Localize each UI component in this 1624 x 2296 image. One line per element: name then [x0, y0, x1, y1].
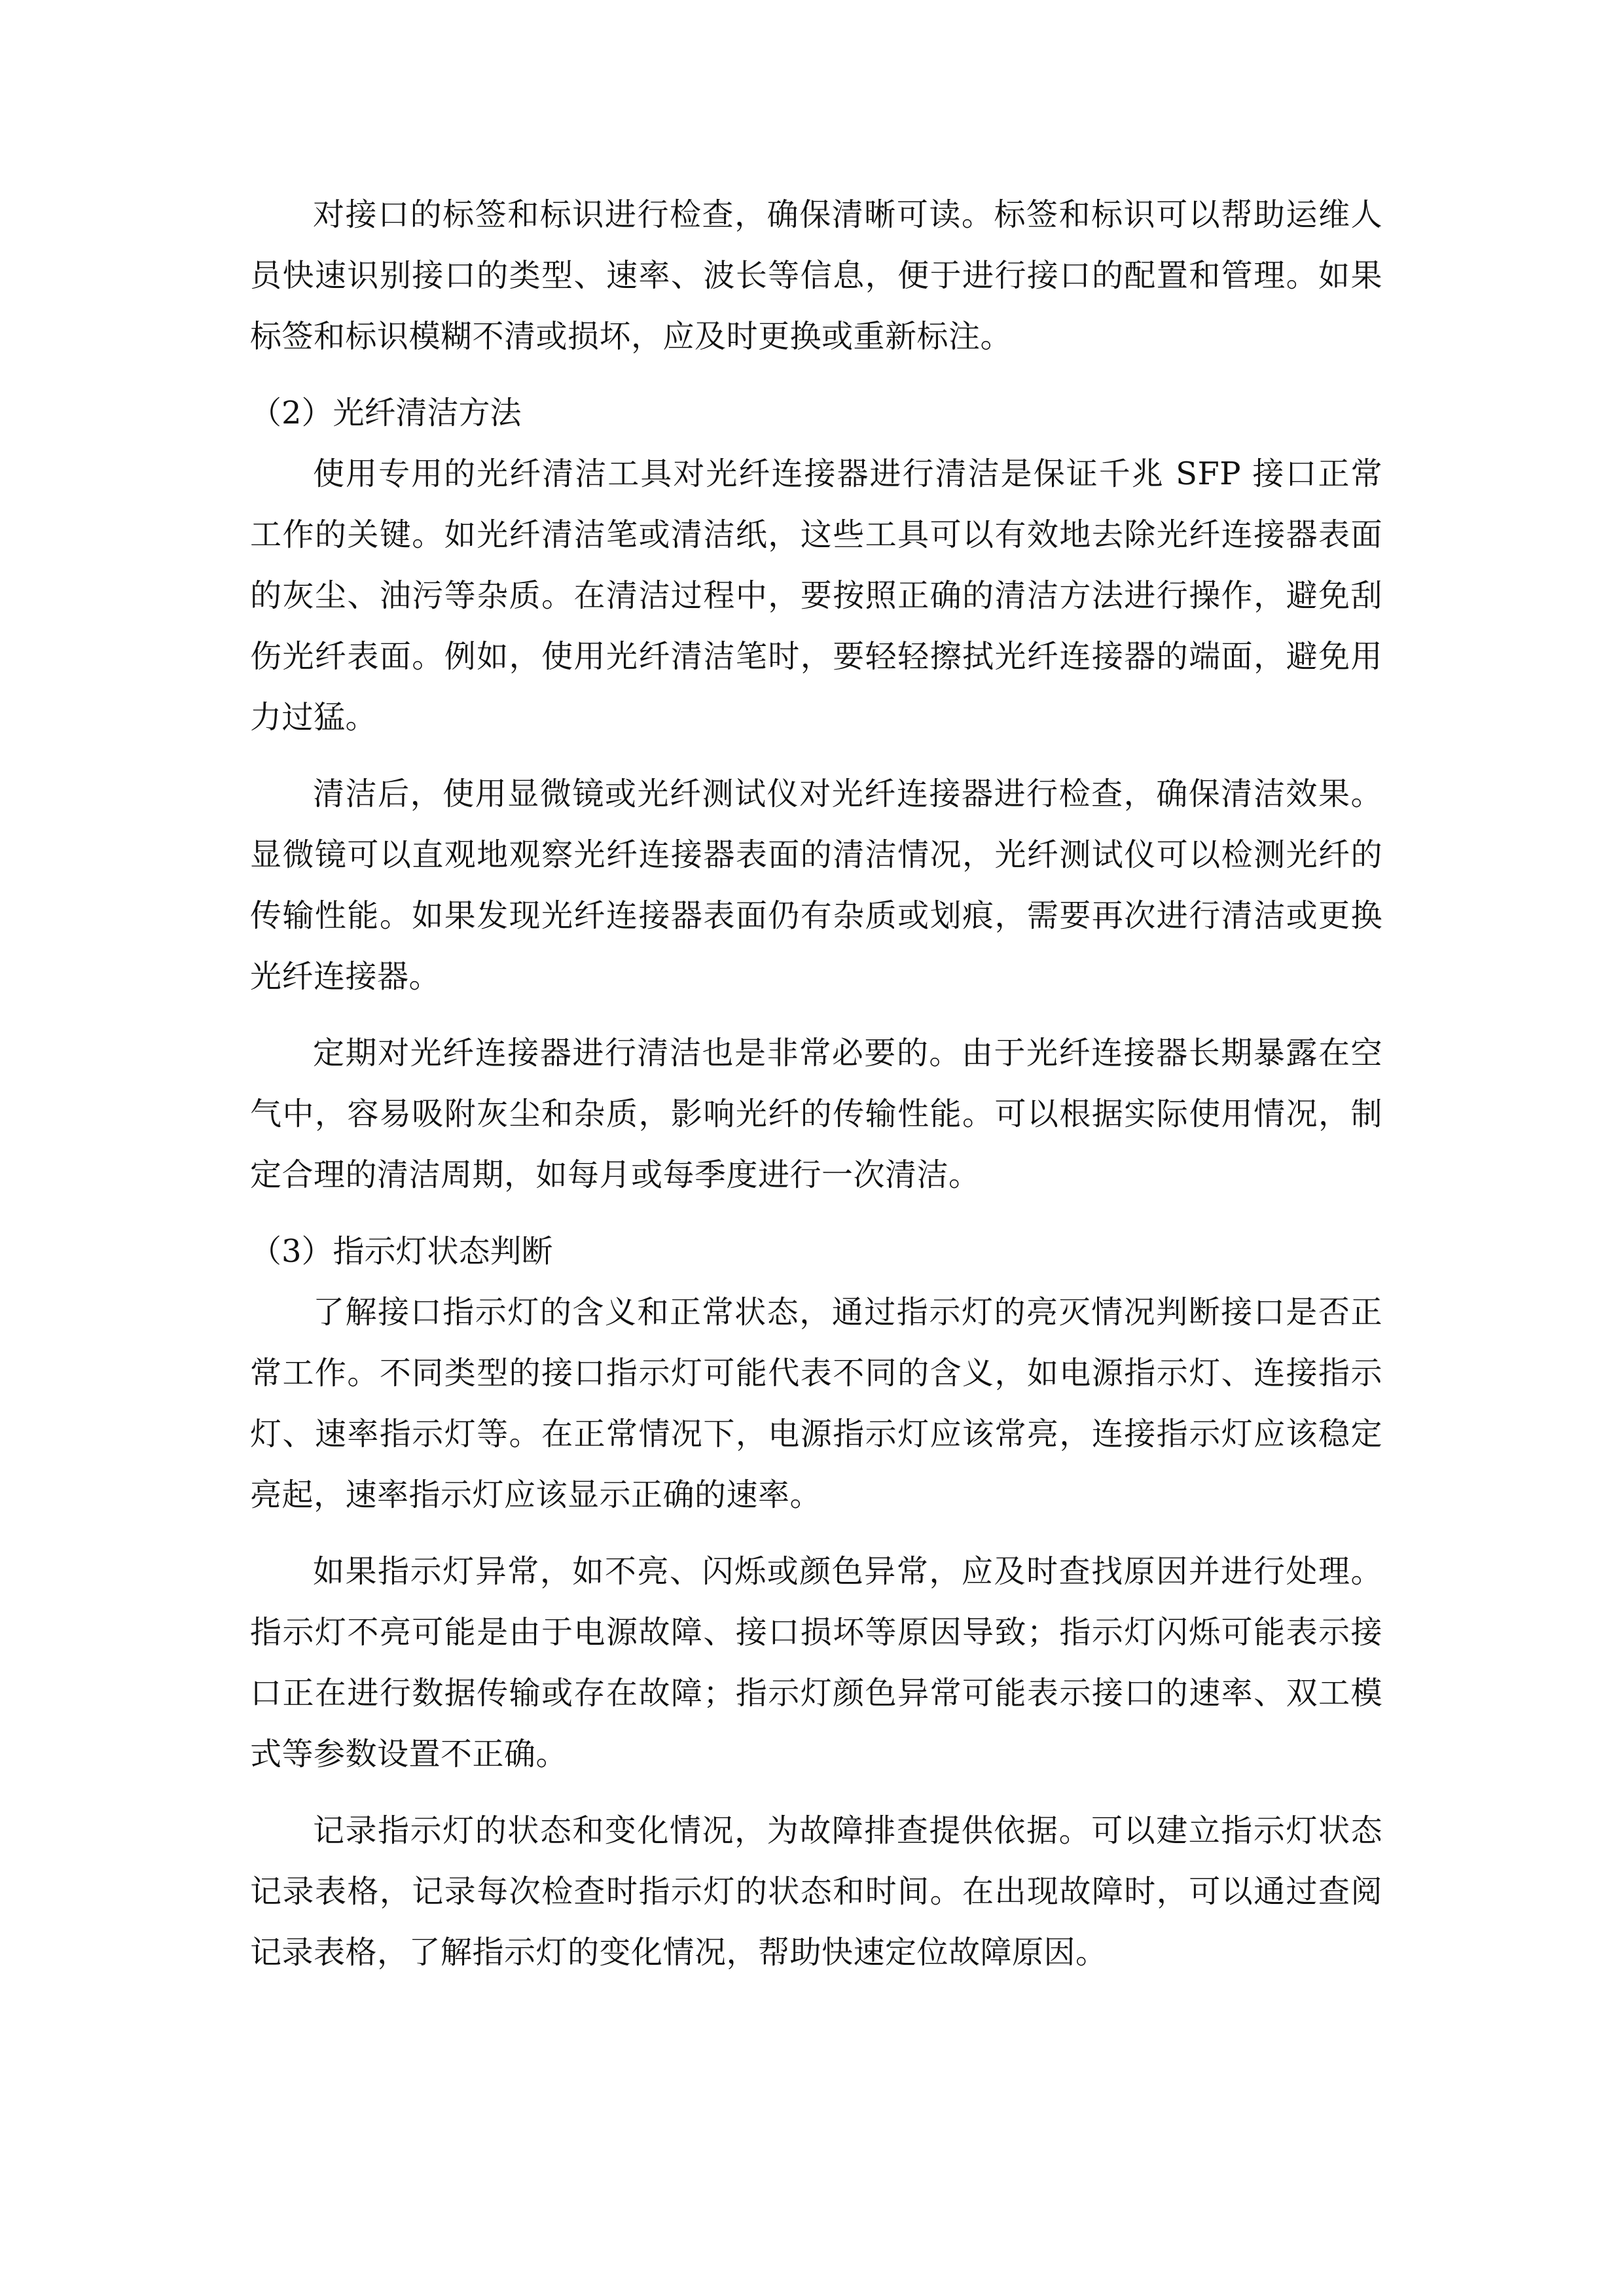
paragraph-indicator-abnormal: 如果指示灯异常，如不亮、闪烁或颜色异常，应及时查找原因并进行处理。指示灯不亮可能是由于电源故障、接口损坏等原因导致；指示灯闪烁可能表示接口正在进行数据传输或存在故障；指示灯颜色异常可能表示接口的速率、双工模式等参数设置不正确。 — [250, 1553, 1382, 1772]
document-body — [250, 185, 1382, 1999]
paragraph-indicator-recording: 记录指示灯的状态和变化情况，为故障排查提供依据。可以建立指示灯状态记录表格，记录每次检查时指示灯的状态和时间。在出现故障时，可以通过查阅记录表格，了解指示灯的变化情况，帮助快速定位故障原因。 — [250, 1812, 1382, 1971]
paragraph-indicator-meaning: 了解接口指示灯的含义和正常状态，通过指示灯的亮灭情况判断接口是否正常工作。不同类型的接口指示灯可能代表不同的含义，如电源指示灯、连接指示灯、速率指示灯等。在正常情况下，电源指示灯应该常亮，连接指示灯应该稳定亮起，速率指示灯应该显示正确的速率。 — [250, 1294, 1382, 1513]
section-heading-fiber-cleaning: （2）光纤清洁方法 — [250, 395, 522, 431]
paragraph-cleaning-schedule: 定期对光纤连接器进行清洁也是非常必要的。由于光纤连接器长期暴露在空气中，容易吸附灰尘和杂质，影响光纤的传输性能。可以根据实际使用情况，制定合理的清洁周期，如每月或每季度进行一次清洁。 — [250, 1035, 1382, 1193]
paragraph-label-inspection: 对接口的标签和标识进行检查，确保清晰可读。标签和标识可以帮助运维人员快速识别接口的类型、速率、波长等信息，便于进行接口的配置和管理。如果标签和标识模糊不清或损坏，应及时更换或重新标注。 — [250, 196, 1382, 355]
paragraph-cleaning-tools: 使用专用的光纤清洁工具对光纤连接器进行清洁是保证千兆 SFP 接口正常工作的关键。如光纤清洁笔或清洁纸，这些工具可以有效地去除光纤连接器表面的灰尘、油污等杂质。在清洁过程中，要按照正确的清洁方法进行操作，避免刮伤光纤表面。例如，使用光纤清洁笔时，要轻轻擦拭光纤连接器的端面，避免用力过猛。 — [250, 456, 1382, 736]
paragraph-cleaning-verification: 清洁后，使用显微镜或光纤测试仪对光纤连接器进行检查，确保清洁效果。显微镜可以直观地观察光纤连接器表面的清洁情况，光纤测试仪可以检测光纤的传输性能。如果发现光纤连接器表面仍有杂质或划痕，需要再次进行清洁或更换光纤连接器。 — [250, 776, 1382, 995]
section-heading-indicator-status: （3）指示灯状态判断 — [250, 1233, 553, 1270]
